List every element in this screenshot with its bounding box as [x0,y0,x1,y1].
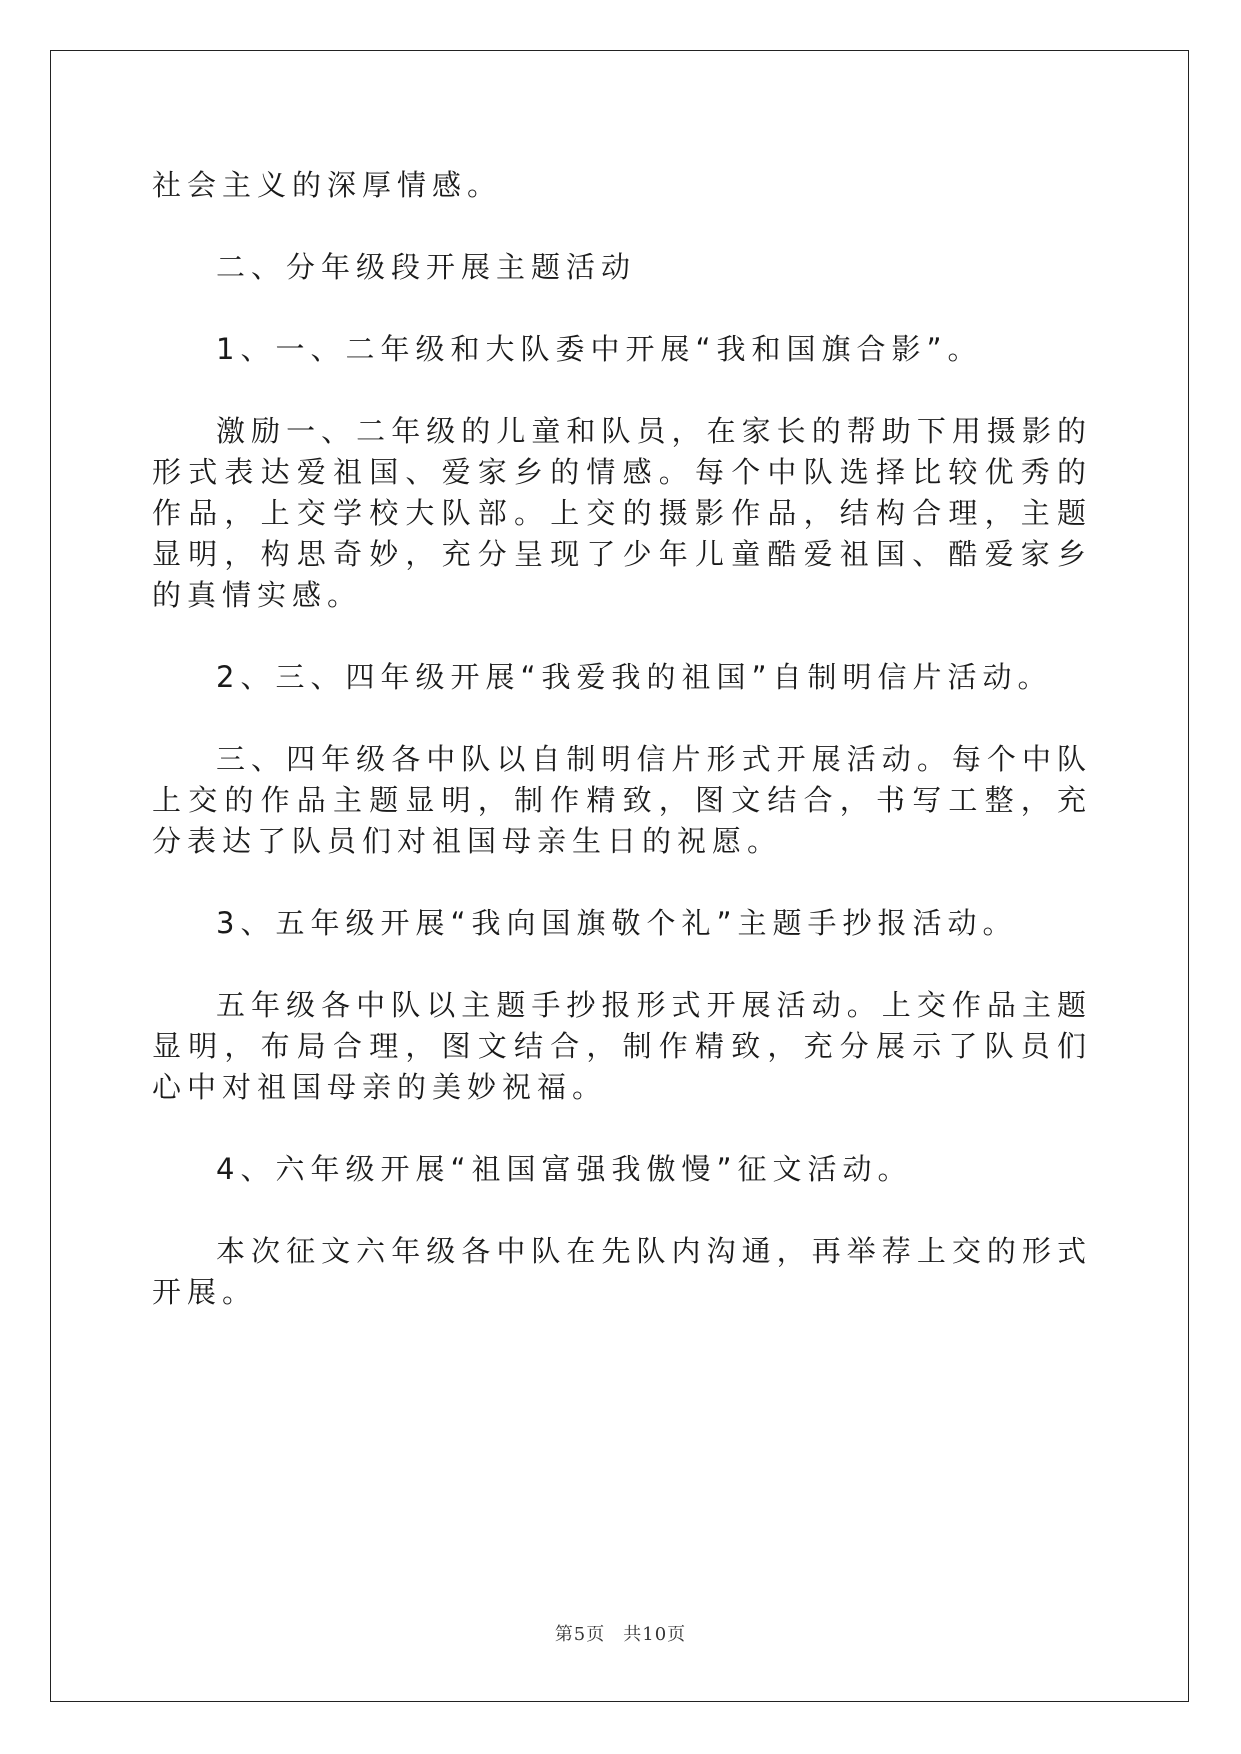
paragraph: 本次征文六年级各中队在先队内沟通，再举荐上交的形式开展。 [152,1234,1092,1309]
item-heading: 4、六年级开展“祖国富强我傲慢”征文活动。 [216,1152,913,1186]
item-heading: 2、三、四年级开展“我爱我的祖国”自制明信片活动。 [216,660,1053,694]
item-heading: 3、五年级开展“我向国旗敬个礼”主题手抄报活动。 [216,906,1018,940]
paragraph: 三、四年级各中队以自制明信片形式开展活动。每个中队上交的作品主题显明，制作精致，图文结合，书写工整，充分表达了队员们对祖国母亲生日的祝愿。 [152,742,1092,858]
paragraph: 五年级各中队以主题手抄报形式开展活动。上交作品主题显明，布局合理，图文结合，制作精致，充分展示了队员们心中对祖国母亲的美妙祝福。 [152,988,1092,1104]
page-total: 共10页 [623,1624,687,1645]
item-heading: 1、一、二年级和大队委中开展“我和国旗合影”。 [216,332,983,366]
page-number: 第5页 [554,1624,606,1645]
page-footer [0,1620,1241,1646]
document-body [152,165,1092,1354]
section-heading: 二、分年级段开展主题活动 [216,250,637,284]
paragraph: 社会主义的深厚情感。 [152,168,503,202]
paragraph: 激励一、二年级的儿童和队员，在家长的帮助下用摄影的形式表达爱祖国、爱家乡的情感。每个中队选择比较优秀的作品，上交学校大队部。上交的摄影作品，结构合理，主题显明，构思奇妙，充分呈现了少年儿童酷爱祖国、酷爱家乡的真情实感。 [152,414,1092,612]
